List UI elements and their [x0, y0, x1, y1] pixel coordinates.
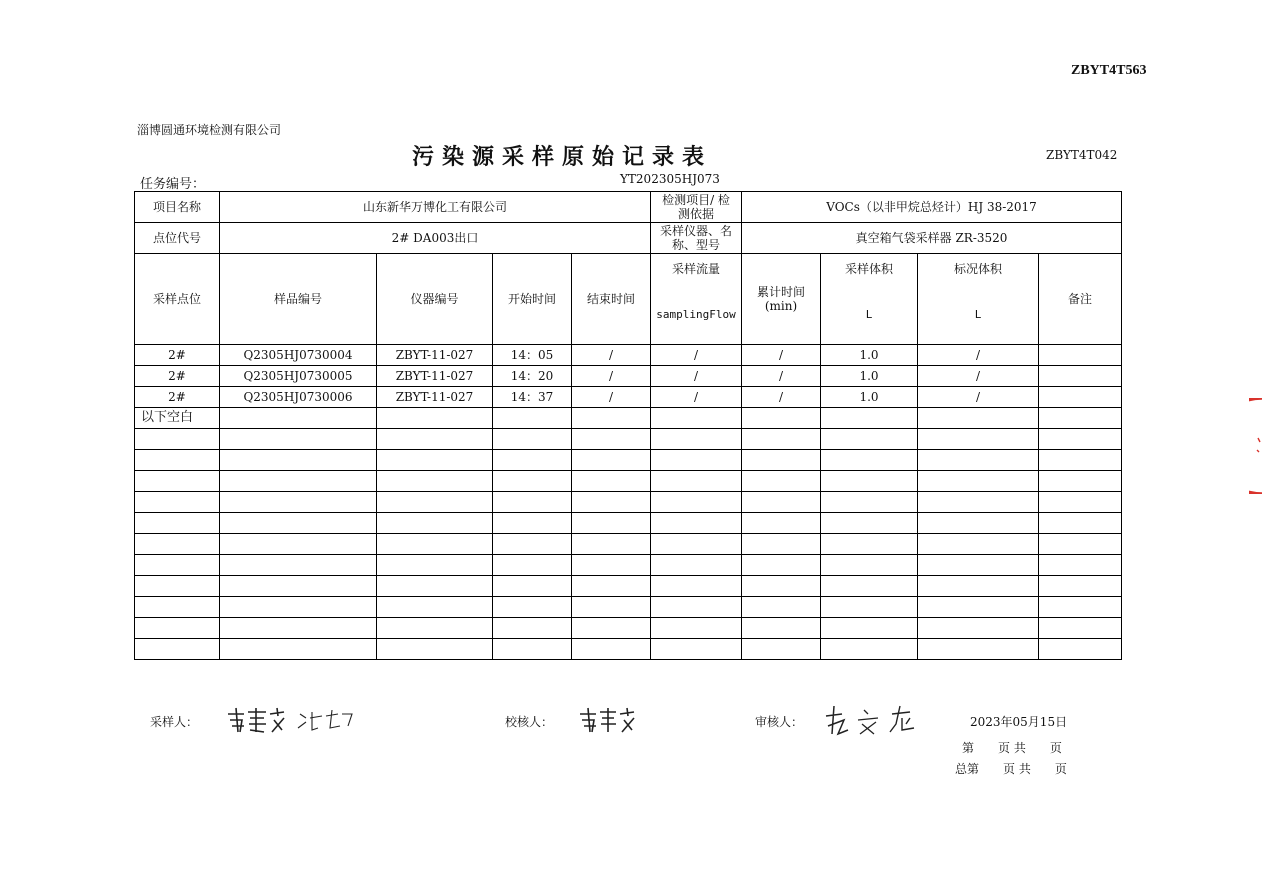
cell-end — [572, 450, 651, 471]
table-row — [135, 639, 1122, 660]
cell-remark — [1039, 450, 1122, 471]
col-std-volume — [918, 254, 1039, 345]
cell-volume: 1.0 — [821, 345, 918, 366]
cell-std-volume: / — [918, 345, 1039, 366]
reviewer-signature — [822, 700, 918, 738]
cell-cum-time: / — [742, 387, 821, 408]
cell-end — [572, 618, 651, 639]
cell-location: 2# — [135, 366, 220, 387]
test-item-label — [651, 192, 742, 223]
cell-cum-time — [742, 618, 821, 639]
table-row — [135, 408, 1122, 429]
cell-start — [493, 534, 572, 555]
cell-instrument-no — [377, 471, 493, 492]
project-name-label: 项目名称 — [135, 192, 220, 223]
cell-sample-no — [220, 429, 377, 450]
cell-volume — [821, 450, 918, 471]
col-cumulative-time-label: 累计时间 — [757, 285, 806, 299]
cell-std-volume — [918, 408, 1039, 429]
col-std-volume-unit: L — [974, 308, 982, 321]
col-sample-no: 样品编号 — [220, 254, 377, 345]
cell-end — [572, 513, 651, 534]
cell-location — [135, 492, 220, 513]
cell-start — [493, 597, 572, 618]
task-number: YT202305HJ073 — [620, 172, 720, 186]
cell-start — [493, 450, 572, 471]
cell-volume — [821, 492, 918, 513]
cell-start: 14：37 — [493, 387, 572, 408]
cell-std-volume: / — [918, 366, 1039, 387]
cell-sample-no — [220, 639, 377, 660]
cell-instrument-no — [377, 513, 493, 534]
cell-flow — [651, 576, 742, 597]
cell-cum-time — [742, 534, 821, 555]
cell-volume — [821, 576, 918, 597]
cell-std-volume — [918, 534, 1039, 555]
cell-remark — [1039, 492, 1122, 513]
cell-std-volume — [918, 429, 1039, 450]
cell-sample-no — [220, 555, 377, 576]
cell-remark — [1039, 345, 1122, 366]
cell-end — [572, 576, 651, 597]
table-row — [135, 555, 1122, 576]
table-row — [135, 471, 1122, 492]
cell-std-volume — [918, 576, 1039, 597]
cell-instrument-no — [377, 429, 493, 450]
cell-remark — [1039, 513, 1122, 534]
cell-instrument-no — [377, 408, 493, 429]
cell-start — [493, 429, 572, 450]
col-flow-label: 采样流量 — [672, 262, 721, 276]
col-cumulative-time — [742, 254, 821, 345]
cell-start — [493, 513, 572, 534]
cell-start: 14：05 — [493, 345, 572, 366]
cell-flow — [651, 534, 742, 555]
cell-remark — [1039, 387, 1122, 408]
cell-flow — [651, 555, 742, 576]
table-row — [135, 366, 1122, 387]
cell-remark — [1039, 597, 1122, 618]
cell-flow: / — [651, 366, 742, 387]
cell-sample-no — [220, 597, 377, 618]
instrument-label — [651, 223, 742, 254]
cell-end: / — [572, 345, 651, 366]
col-flow-unit: samplingFlow — [656, 308, 736, 321]
col-volume-label: 采样体积 — [845, 262, 894, 276]
cell-sample-no — [220, 534, 377, 555]
cell-flow — [651, 450, 742, 471]
cell-volume — [821, 618, 918, 639]
header-row-project — [135, 192, 1122, 223]
cell-remark — [1039, 534, 1122, 555]
cell-flow — [651, 429, 742, 450]
table-row — [135, 513, 1122, 534]
cell-end — [572, 429, 651, 450]
cell-std-volume — [918, 639, 1039, 660]
cell-location — [135, 576, 220, 597]
col-std-volume-label: 标况体积 — [954, 262, 1003, 276]
col-volume-unit: L — [865, 308, 873, 321]
cell-sample-no: Q2305HJ0730005 — [220, 366, 377, 387]
cell-cum-time — [742, 429, 821, 450]
cell-cum-time — [742, 555, 821, 576]
cell-volume — [821, 471, 918, 492]
cell-location — [135, 639, 220, 660]
table-row — [135, 450, 1122, 471]
cell-remark — [1039, 429, 1122, 450]
checker-label: 校核人： — [505, 715, 554, 729]
page-number: 第 页 共 页 — [962, 741, 1062, 755]
col-cumulative-time-unit: (min) — [764, 299, 798, 313]
test-item-label-line1: 检测项目/ 检 — [662, 193, 730, 207]
table-row — [135, 618, 1122, 639]
cell-start: 14：20 — [493, 366, 572, 387]
cell-cum-time — [742, 471, 821, 492]
cell-location — [135, 450, 220, 471]
cell-location — [135, 429, 220, 450]
col-volume — [821, 254, 918, 345]
cell-volume — [821, 429, 918, 450]
cell-cum-time: / — [742, 366, 821, 387]
cell-location: 以下空白 — [135, 408, 220, 429]
col-end-time: 结束时间 — [572, 254, 651, 345]
cell-std-volume: / — [918, 387, 1039, 408]
cell-volume — [821, 513, 918, 534]
table-row — [135, 576, 1122, 597]
cell-instrument-no — [377, 639, 493, 660]
point-code-label: 点位代号 — [135, 223, 220, 254]
test-item: VOCs（以非甲烷总烃计）HJ 38-2017 — [742, 192, 1122, 223]
cell-sample-no — [220, 618, 377, 639]
cell-instrument-no — [377, 555, 493, 576]
cell-end — [572, 492, 651, 513]
cell-location — [135, 513, 220, 534]
reviewer-label: 审核人： — [755, 715, 804, 729]
cell-end — [572, 471, 651, 492]
cell-end — [572, 555, 651, 576]
cell-remark — [1039, 471, 1122, 492]
cell-std-volume — [918, 597, 1039, 618]
cell-std-volume — [918, 513, 1039, 534]
cell-sample-no: Q2305HJ0730006 — [220, 387, 377, 408]
col-flow — [651, 254, 742, 345]
instrument-model: 真空箱气袋采样器 ZR-3520 — [742, 223, 1122, 254]
cell-remark — [1039, 618, 1122, 639]
instrument-label-line1: 采样仪器、名 — [660, 224, 733, 238]
cell-sample-no — [220, 576, 377, 597]
col-start-time: 开始时间 — [493, 254, 572, 345]
cell-std-volume — [918, 618, 1039, 639]
sampler-label: 采样人： — [150, 715, 199, 729]
cell-volume: 1.0 — [821, 387, 918, 408]
cell-location — [135, 555, 220, 576]
cell-instrument-no: ZBYT-11-027 — [377, 345, 493, 366]
cell-location: 2# — [135, 345, 220, 366]
cell-flow: / — [651, 387, 742, 408]
table-row — [135, 429, 1122, 450]
cell-instrument-no — [377, 534, 493, 555]
cell-volume — [821, 597, 918, 618]
sampling-record-table — [134, 191, 1122, 660]
cell-instrument-no — [377, 492, 493, 513]
cell-end — [572, 408, 651, 429]
cell-start — [493, 492, 572, 513]
column-header-row — [135, 254, 1122, 345]
table-row — [135, 492, 1122, 513]
cell-remark — [1039, 576, 1122, 597]
company-seal — [1249, 398, 1262, 494]
cell-instrument-no — [377, 576, 493, 597]
cell-instrument-no — [377, 450, 493, 471]
task-number-label: 任务编号： — [140, 177, 206, 192]
cell-std-volume — [918, 492, 1039, 513]
cell-cum-time — [742, 450, 821, 471]
test-item-label-line2: 测依据 — [678, 207, 715, 221]
cell-instrument-no: ZBYT-11-027 — [377, 387, 493, 408]
cell-location — [135, 534, 220, 555]
cell-instrument-no — [377, 618, 493, 639]
cell-sample-no — [220, 450, 377, 471]
cell-start — [493, 555, 572, 576]
checker-signature — [576, 702, 640, 736]
cell-end: / — [572, 387, 651, 408]
cell-instrument-no — [377, 597, 493, 618]
cell-std-volume — [918, 471, 1039, 492]
sampler-signature — [222, 702, 358, 736]
cell-location — [135, 471, 220, 492]
col-location: 采样点位 — [135, 254, 220, 345]
cell-volume — [821, 408, 918, 429]
cell-volume: 1.0 — [821, 366, 918, 387]
cell-remark — [1039, 408, 1122, 429]
cell-start — [493, 408, 572, 429]
cell-std-volume — [918, 555, 1039, 576]
form-code: ZBYT4T042 — [1046, 148, 1118, 162]
cell-sample-no — [220, 492, 377, 513]
cell-cum-time — [742, 408, 821, 429]
cell-flow — [651, 618, 742, 639]
instrument-label-line2: 称、型号 — [672, 238, 721, 252]
point-code: 2# DA003出口 — [220, 223, 651, 254]
cell-std-volume — [918, 450, 1039, 471]
cell-sample-no — [220, 513, 377, 534]
table-row — [135, 534, 1122, 555]
cell-remark — [1039, 366, 1122, 387]
cell-cum-time — [742, 639, 821, 660]
cell-start — [493, 639, 572, 660]
cell-end — [572, 639, 651, 660]
table-row — [135, 345, 1122, 366]
cell-remark — [1039, 639, 1122, 660]
cell-flow — [651, 492, 742, 513]
cell-flow — [651, 513, 742, 534]
cell-flow: / — [651, 345, 742, 366]
cell-flow — [651, 597, 742, 618]
cell-flow — [651, 408, 742, 429]
company-name: 淄博圆通环境检测有限公司 — [137, 123, 282, 137]
cell-location — [135, 618, 220, 639]
cell-end: / — [572, 366, 651, 387]
data-rows — [135, 345, 1122, 660]
cell-flow — [651, 471, 742, 492]
cell-volume — [821, 534, 918, 555]
record-date: 2023年05月15日 — [970, 715, 1068, 729]
cell-volume — [821, 555, 918, 576]
cell-flow — [651, 639, 742, 660]
header-row-point — [135, 223, 1122, 254]
cell-location: 2# — [135, 387, 220, 408]
cell-start — [493, 576, 572, 597]
cell-cum-time: / — [742, 345, 821, 366]
cell-end — [572, 597, 651, 618]
cell-cum-time — [742, 513, 821, 534]
document-code-top: ZBYT4T563 — [1071, 63, 1147, 78]
cell-start — [493, 618, 572, 639]
col-instrument-no: 仪器编号 — [377, 254, 493, 345]
cell-end — [572, 534, 651, 555]
cell-cum-time — [742, 576, 821, 597]
project-name: 山东新华万博化工有限公司 — [220, 192, 651, 223]
cell-volume — [821, 639, 918, 660]
col-remark: 备注 — [1039, 254, 1122, 345]
cell-sample-no — [220, 471, 377, 492]
total-page-number: 总第 页 共 页 — [955, 762, 1067, 776]
cell-location — [135, 597, 220, 618]
page-title: 污染源采样原始记录表 — [412, 144, 713, 170]
table-row — [135, 597, 1122, 618]
cell-sample-no — [220, 408, 377, 429]
cell-remark — [1039, 555, 1122, 576]
cell-start — [493, 471, 572, 492]
cell-cum-time — [742, 492, 821, 513]
cell-sample-no: Q2305HJ0730004 — [220, 345, 377, 366]
cell-instrument-no: ZBYT-11-027 — [377, 366, 493, 387]
cell-cum-time — [742, 597, 821, 618]
table-row — [135, 387, 1122, 408]
